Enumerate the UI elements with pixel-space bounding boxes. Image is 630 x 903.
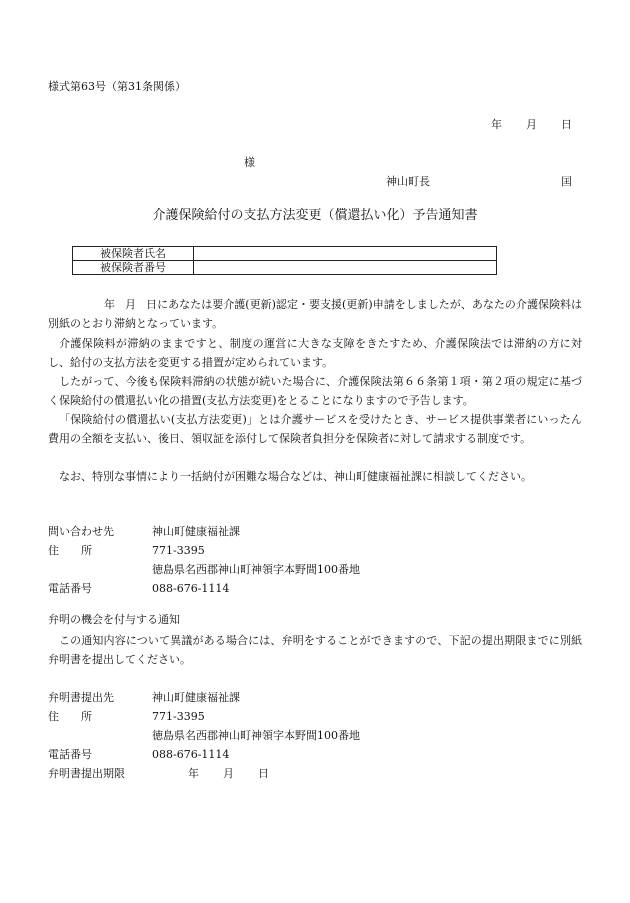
explanation-heading: 弁明の機会を付与する通知	[48, 613, 180, 626]
deadline-date	[188, 766, 269, 782]
date-month: 月	[526, 118, 537, 131]
p1-day: 日	[146, 298, 158, 311]
inquiry-label: 問い合わせ先	[48, 525, 114, 538]
insured-person-table	[72, 246, 497, 275]
paragraph-5: なお、特別な事情により一括納付が困難な場合などは、神山町健康福祉課に相談してください。	[59, 470, 532, 483]
table-row	[73, 247, 497, 261]
insured-name-label: 被保険者氏名	[73, 247, 194, 261]
phone-value: 088-676-1114	[152, 582, 230, 595]
p1-year: 年	[104, 298, 116, 311]
paragraph-2: 介護保険料が滞納のままですと、制度の運営に大きな支障をきたすため、介護保険法では滞納の方に対し、給付の支払方法を変更する措置が定められています。	[48, 337, 582, 369]
seal-mark: 囯	[561, 175, 572, 188]
submit-address-label: 住 所	[48, 710, 92, 723]
paragraph-3: したがって、今後も保険料滞納の状態が続いた場合に、介護保険法第６６条第１項・第２項の規定に基づく保険給付の償還払い化の措置(支払方法変更)をとることになりますので予告します。	[48, 375, 582, 407]
insured-number-value	[194, 261, 497, 275]
submit-value: 神山町健康福祉課	[152, 691, 240, 704]
phone-label: 電話番号	[48, 582, 92, 595]
submit-phone-value: 088-676-1114	[152, 748, 230, 761]
submit-label: 弁明書提出先	[48, 691, 114, 704]
deadline-day: 日	[258, 767, 269, 780]
paragraph-4: 「保険給付の償還払い(支払方法変更)」とは介護サービスを受けたとき、サービス提供事業者にいったん費用の全額を支払い、後日、領収証を添付して保険者負担分を保険者に対して請求する制度です。	[48, 413, 582, 445]
deadline-label: 弁明書提出期限	[48, 767, 125, 780]
address-label: 住 所	[48, 544, 92, 557]
p1-text: にあなたは要介護(更新)認定・要支援(更新)申請をしましたが、あなたの介護保険料は別紙のとおり滞納となっています。	[48, 298, 583, 330]
date-day: 日	[561, 118, 572, 131]
addressee-suffix: 様	[244, 156, 255, 169]
p1-month: 月	[125, 298, 137, 311]
deadline-month: 月	[223, 767, 234, 780]
postal-code: 771-3395	[152, 544, 205, 557]
date-line	[491, 117, 572, 133]
deadline-year: 年	[188, 767, 199, 780]
date-year: 年	[491, 118, 502, 131]
form-number: 様式第63号（第31条関係）	[48, 80, 186, 93]
table-row	[73, 261, 497, 275]
address-value: 徳島県名西郡神山町神領字本野間100番地	[152, 563, 360, 576]
inquiry-value: 神山町健康福祉課	[152, 525, 240, 538]
submit-phone-label: 電話番号	[48, 748, 92, 761]
insured-name-value	[194, 247, 497, 261]
paragraph-1	[48, 295, 582, 333]
submit-address-value: 徳島県名西郡神山町神領字本野間100番地	[152, 729, 360, 742]
document-title: 介護保険給付の支払方法変更（償還払い化）予告通知書	[152, 208, 478, 223]
insured-number-label: 被保険者番号	[73, 261, 194, 275]
submit-postal-code: 771-3395	[152, 710, 205, 723]
explanation-text: この通知内容について異議がある場合には、弁明をすることができますので、下記の提出期限までに別紙弁明書を提出してください。	[48, 634, 582, 666]
sender-title: 神山町長	[386, 175, 430, 188]
